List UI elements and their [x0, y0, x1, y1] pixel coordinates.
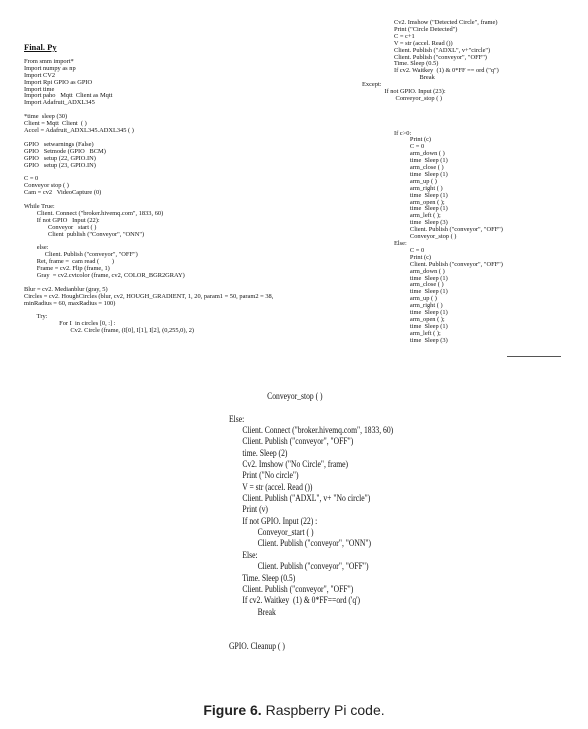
code-line: Print ("Circle Detected") — [362, 25, 458, 33]
code-line: V = str (accel. Read ()) — [229, 482, 313, 493]
code-line: From smm import* — [24, 57, 74, 65]
file-title: Final. Py — [24, 42, 57, 52]
code-line: arm_close ( ) — [362, 281, 444, 289]
code-line: Conveyor_stop ( ) — [362, 233, 457, 241]
code-line: time Sleep (3) — [362, 219, 448, 227]
code-line: Break — [229, 607, 276, 618]
code-line: arm_down ( ) — [362, 150, 445, 158]
code-line: Client. Publish ("conveyor", "OFF") — [24, 251, 138, 259]
code-line: Import Adafruit_ADXL345 — [24, 99, 95, 107]
code-line: While True: — [24, 202, 55, 210]
code-line — [229, 630, 393, 641]
code-line: Client. Publish ("conveyor", "OFF") — [362, 260, 503, 268]
left-code-lines — [24, 59, 273, 335]
code-line: Else: — [362, 240, 407, 247]
code-line — [24, 238, 273, 245]
code-line — [362, 103, 503, 110]
code-line: Cv2. Imshow ("Detected Circle", frame) — [362, 19, 498, 26]
code-line: If not GPIO Input (22): — [24, 216, 100, 224]
code-line: Conveyor_stop ( ) — [362, 94, 443, 102]
code-line: Import Rpi GPIO as GPIO — [24, 78, 93, 86]
code-line: Time. Sleep (0.5) — [229, 573, 296, 584]
code-line — [362, 110, 503, 117]
code-line: Cam = cv2 VideoCapture (0) — [24, 189, 102, 197]
code-line: C = 0 — [24, 175, 39, 183]
code-line: Client publish ("Conveyor", "ONN") — [24, 230, 145, 238]
code-line: Frame = cv2. Flip (frame, 1) — [24, 265, 110, 273]
figure-label: Figure 6. — [203, 702, 262, 718]
code-line: Client. Connect ("broker.hivemq.com", 1833, 60) — [24, 209, 164, 217]
code-line: arm_open ( ); — [362, 198, 445, 206]
code-line — [24, 169, 273, 176]
code-line: Conveyor_stop ( ) — [229, 392, 323, 402]
code-line: arm_up ( ) — [362, 295, 437, 303]
code-line: Import paho Mqtt Client as Mqtt — [24, 92, 113, 100]
code-line: Client. Publish ("ADXL", v+ "No circle") — [229, 494, 371, 505]
code-line: time Sleep (1) — [362, 170, 448, 178]
code-line: Conveyor start ( ) — [24, 223, 97, 231]
code-line: GPIO Setmode (GPIO BCM) — [24, 147, 106, 155]
code-line: C = 0 — [362, 246, 425, 254]
code-line: arm_open ( ); — [362, 315, 445, 323]
main-code-block — [229, 392, 429, 653]
code-line: Import CV2 — [24, 71, 56, 79]
code-line: C = c+1 — [362, 32, 415, 40]
right-code-lines — [362, 20, 503, 345]
code-line: Time. Sleep (0.5) — [362, 60, 439, 68]
code-line: time Sleep (1) — [362, 191, 448, 199]
code-line: time Sleep (3) — [362, 336, 448, 344]
code-line: GPIO setup (22, GPIO.IN) — [24, 154, 96, 162]
code-line: If cv2. Waitkey (1) & 0*FF == ord ("q") — [362, 67, 499, 75]
main-code-lines — [229, 392, 429, 653]
code-line: Cv2. Imshow ("No Circle", frame) — [229, 460, 349, 471]
code-line — [362, 117, 503, 124]
code-line: Accel = Adafruit_ADXL345.ADXL345 ( ) — [24, 126, 134, 134]
code-line: time Sleep (1) — [362, 309, 448, 317]
divider-line — [507, 356, 561, 357]
code-line: time. Sleep (2) — [229, 448, 288, 459]
code-line: Client. Publish ("conveyor", "OFF") — [229, 584, 354, 595]
code-line — [229, 619, 393, 630]
code-line: *time sleep (30) — [24, 113, 68, 121]
code-line: Client. Publish ("conveyor", "OFF") — [362, 53, 487, 61]
code-line: arm_left ( ); — [362, 329, 441, 337]
code-line: arm_down ( ) — [362, 267, 445, 275]
left-code-block — [24, 44, 273, 335]
code-line: Circles = cv2. HoughCircles (blur, cv2, HOUGH_GRADIENT, 1, 20, param1 = 50, param2 = 38, — [24, 292, 274, 300]
code-line: C = 0 — [362, 143, 425, 151]
code-line: Print (c) — [362, 253, 432, 261]
code-line: Print (v) — [229, 505, 268, 516]
code-line: Client. Publish ("conveyor", "OFF") — [229, 437, 354, 448]
code-line: arm_right ( ) — [362, 184, 443, 192]
code-line: time Sleep (1) — [362, 288, 448, 296]
code-line: Import numpy as np — [24, 64, 76, 72]
code-line: Conveyor stop ( ) — [24, 182, 69, 190]
code-line: arm_right ( ) — [362, 302, 443, 310]
figure-caption — [0, 702, 588, 718]
code-line: If not GPIO. Input (23): — [362, 88, 446, 96]
code-line: GPIO. Cleanup ( ) — [229, 641, 285, 652]
code-line: Import time — [24, 85, 55, 93]
code-line: GPIO setwarnings (False) — [24, 140, 94, 148]
code-line: time Sleep (1) — [362, 157, 448, 165]
code-line — [24, 308, 273, 315]
code-line: Try: — [24, 313, 48, 321]
code-line: minRadius = 60, maxRadius = 100) — [24, 299, 116, 307]
code-line: Print ("No circle") — [229, 471, 299, 482]
code-line: else: — [24, 244, 49, 252]
code-line: If c>0: — [362, 129, 412, 137]
code-line: arm_close ( ) — [362, 164, 444, 172]
right-code-block — [362, 20, 503, 345]
code-line: Client. Connect ("broker.hivemq.com", 1833, 60) — [229, 426, 394, 437]
code-line: Client. Publish ("conveyor", "ONN") — [229, 539, 372, 550]
code-line: GPIO setup (23, GPIO.IN) — [24, 161, 96, 169]
code-line: Client. Publish ("conveyor", "OFF") — [229, 562, 369, 573]
code-line: Print (c) — [362, 136, 432, 144]
figure-caption-text: Raspberry Pi code. — [261, 702, 385, 718]
code-line: Blur = cv2. Medianblur (gray, 5) — [24, 285, 108, 293]
code-line: Gray = cv2.cvtcolor (frame, cv2, COLOR_BGR2GRAY) — [24, 272, 185, 279]
code-line: For I in circles [0, :] : — [24, 320, 116, 328]
code-line: Conveyor_start ( ) — [229, 528, 314, 539]
code-line: Else: — [229, 550, 258, 561]
code-line — [24, 197, 273, 204]
code-line: Break — [362, 74, 435, 82]
code-line: arm_up ( ) — [362, 177, 437, 185]
code-line: time Sleep (1) — [362, 274, 448, 282]
code-line: Else: — [229, 414, 245, 425]
code-line: Client. Publish ("ADXL", v+"circle") — [362, 46, 491, 54]
code-line: Client. Publish ("conveyor", "OFF") — [362, 226, 503, 234]
code-line: If cv2. Waitkey (1) & 0*FF==ord ('q') — [229, 596, 361, 607]
code-line: arm_left ( ); — [362, 212, 441, 220]
code-line — [229, 403, 393, 414]
code-line: time Sleep (1) — [362, 322, 448, 330]
code-line: Ret, frame = cam read ( ) — [24, 258, 115, 266]
code-line: If not GPIO. Input (22) : — [229, 516, 318, 527]
code-line: Cv2. Circle (frame, (I[0], I[1], I[2], (0,255,0), 2) — [24, 327, 195, 335]
code-line: V = str (accel. Read ()) — [362, 39, 453, 47]
code-line: Client = Mqtt Client ( ) — [24, 120, 87, 128]
code-line: time Sleep (1) — [362, 205, 448, 213]
code-line: Except: — [362, 81, 382, 89]
